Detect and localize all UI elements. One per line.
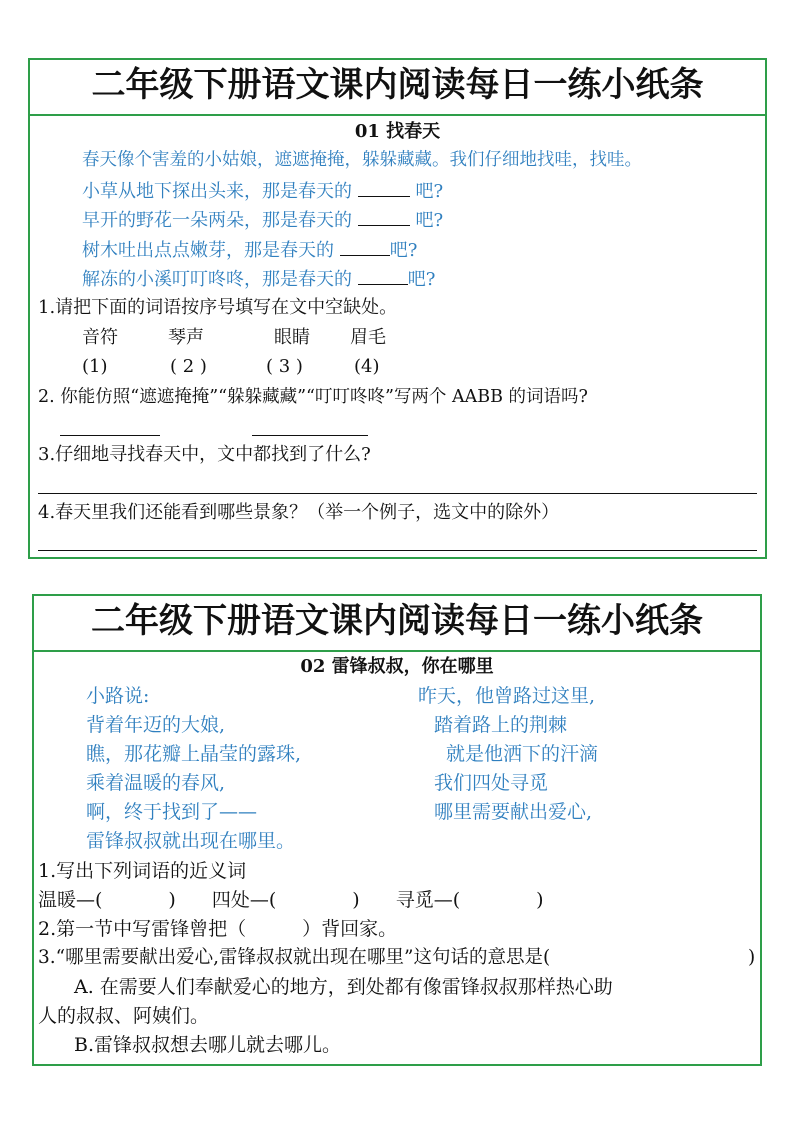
passage-title: 02 雷锋叔叔，你在哪里 bbox=[300, 656, 494, 677]
poem-left-6: 雷锋叔叔就出现在哪里。 bbox=[86, 830, 296, 852]
word-3: 眼睛 bbox=[274, 327, 310, 348]
poem-line-2: 小草从地下探出头来，那是春天的 吧? bbox=[82, 178, 443, 204]
poem-right-5: 哪里需要献出爱心, bbox=[434, 801, 593, 823]
card-header: 二年级下册语文课内阅读每日一练小纸条 bbox=[30, 60, 765, 116]
poem-line-4: 树木吐出点点嫩芽，那是春天的 吧? bbox=[82, 237, 417, 263]
passage-title: 01 找春天 bbox=[354, 121, 441, 142]
number-3: ( 3 ) bbox=[266, 356, 303, 377]
question-1: 1.请把下面的词语按序号填写在文中空缺处。 bbox=[38, 297, 398, 318]
answer-blank[interactable] bbox=[340, 237, 390, 256]
answer-line[interactable] bbox=[38, 493, 757, 494]
poem-right-1: 昨天，他曾路过这里, bbox=[418, 685, 596, 707]
poem-right-3: 就是他洒下的汗滴 bbox=[446, 743, 599, 765]
worksheet-card-1 bbox=[28, 58, 767, 559]
number-2: ( 2 ) bbox=[170, 356, 207, 377]
answer-blank[interactable] bbox=[358, 207, 410, 226]
question-1: 1.写出下列词语的近义词 bbox=[38, 860, 247, 882]
answer-blank[interactable] bbox=[358, 266, 408, 285]
answer-line[interactable] bbox=[60, 435, 160, 436]
word-1: 音符 bbox=[82, 327, 118, 348]
poem-line-3: 早开的野花一朵两朵，那是春天的 吧? bbox=[82, 207, 443, 233]
card-header: 二年级下册语文课内阅读每日一练小纸条 bbox=[34, 596, 760, 652]
option-a-line-2: 人的叔叔、阿姨们。 bbox=[38, 1005, 210, 1027]
answer-line[interactable] bbox=[252, 435, 368, 436]
question-4: 4.春天里我们还能看到哪些景象？（举一个例子，选文中的除外） bbox=[38, 502, 560, 523]
poem-right-2: 踏着路上的荆棘 bbox=[434, 714, 568, 736]
poem-right-4: 我们四处寻觅 bbox=[434, 772, 549, 794]
option-a-line-1[interactable]: A. 在需要人们奉献爱心的地方，到处都有像雷锋叔叔那样热心助 bbox=[74, 976, 613, 998]
question-2: 2.第一节中写雷锋曾把（ ）背回家。 bbox=[38, 918, 398, 940]
option-b[interactable]: B.雷锋叔叔想去哪儿就去哪儿。 bbox=[74, 1034, 342, 1056]
poem-line-5: 解冻的小溪叮叮咚咚，那是春天的 吧? bbox=[82, 266, 435, 292]
poem-line-1: 春天像个害羞的小姑娘，遮遮掩掩，躲躲藏藏。我们仔细地找哇，找哇。 bbox=[82, 150, 642, 170]
poem-left-1: 小路说: bbox=[86, 685, 150, 707]
number-4: (4) bbox=[354, 356, 380, 377]
question-2: 2. 你能仿照“遮遮掩掩”“躲躲藏藏”“叮叮咚咚”写两个 AABB 的词语吗? bbox=[38, 387, 588, 407]
poem-left-3: 瞧，那花瓣上晶莹的露珠, bbox=[86, 743, 302, 765]
poem-left-4: 乘着温暖的春风, bbox=[86, 772, 226, 794]
word-2: 琴声 bbox=[168, 327, 204, 348]
q1-items: 温暖—( ) 四处—( ) 寻觅—( ) bbox=[38, 889, 544, 911]
poem-left-2: 背着年迈的大娘, bbox=[86, 714, 226, 736]
answer-line[interactable] bbox=[38, 550, 757, 551]
question-3: 3.仔细地寻找春天中，文中都找到了什么? bbox=[38, 444, 371, 465]
number-1: (1) bbox=[82, 356, 108, 377]
question-3-paren: ) bbox=[748, 947, 756, 968]
question-3: 3.“哪里需要献出爱心,雷锋叔叔就出现在哪里”这句话的意思是( bbox=[38, 947, 551, 968]
word-4: 眉毛 bbox=[350, 327, 386, 348]
worksheet-card-2 bbox=[32, 594, 762, 1066]
poem-left-5: 啊，终于找到了—— bbox=[86, 801, 258, 823]
answer-blank[interactable] bbox=[358, 178, 410, 197]
